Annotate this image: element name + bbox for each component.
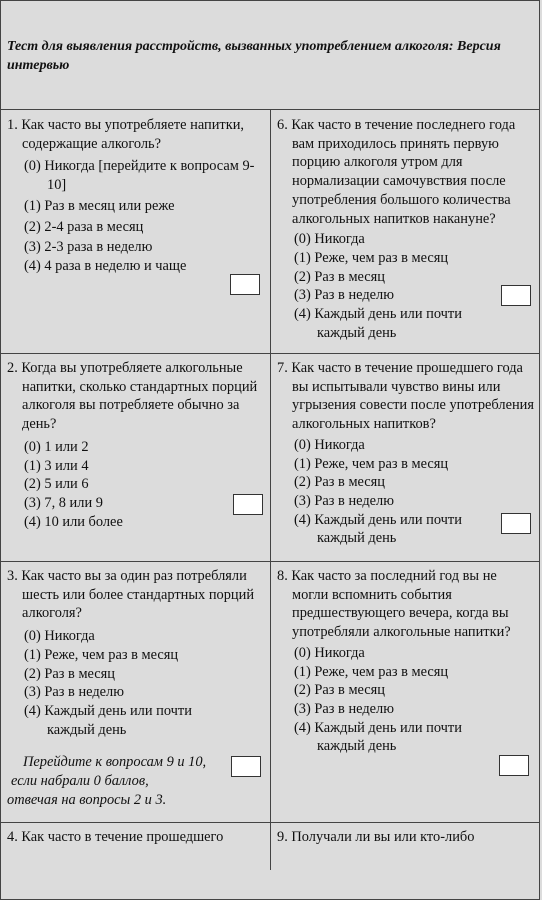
- question-6-option-2: (2) Раз в месяц: [294, 268, 386, 285]
- question-3-option-4: (4) Каждый день или почти каждый день: [24, 702, 192, 738]
- question-8-option-2: (2) Раз в месяц: [294, 682, 386, 699]
- skip-instruction: [7, 753, 262, 809]
- question-6-option-3: (3) Раз в неделю: [294, 287, 394, 304]
- question-3-option-2: (2) Раз в месяц: [24, 665, 116, 682]
- question-1-option-2: (2) 2-4 раза в месяц: [24, 218, 144, 235]
- question-7-option-0: (0) Никогда: [294, 436, 365, 453]
- question-4-text: 4. Как часто в течение прошедшего: [7, 829, 224, 845]
- question-2-score-box[interactable]: [233, 494, 263, 515]
- question-3-option-1: (1) Реже, чем раз в месяц: [24, 646, 179, 663]
- question-9-text: 9. Получали ли вы или кто-либо: [277, 829, 475, 845]
- skip-instruction-line-1: Перейдите к вопросам 9 и 10,: [23, 754, 207, 771]
- question-1-option-4: (4) 4 раза в неделю и чаще: [24, 257, 187, 274]
- question-2-option-2: (2) 5 или 6: [24, 476, 89, 493]
- question-7-score-box[interactable]: [501, 513, 531, 534]
- question-8-option-3: (3) Раз в неделю: [294, 700, 394, 717]
- question-6-score-box[interactable]: [501, 285, 531, 306]
- question-4: [7, 828, 262, 847]
- question-8-text: 8. Как часто за последний год вы не могли вспомнить события предшествующего вечера, когда вы употребляли алкогольные напитки?: [277, 568, 511, 641]
- question-2-text: 2. Когда вы употребляете алкогольные напитки, сколько стандартных порций алкоголя вы потребляете обычно за день?: [7, 360, 258, 433]
- question-7-option-3: (3) Раз в неделю: [294, 492, 394, 509]
- question-7-text: 7. Как часто в течение прошедшего года вы испытывали чувство вины или угрызения совести после употребления алкогольных напитков?: [277, 360, 534, 433]
- question-2-option-0: (0) 1 или 2: [24, 438, 89, 455]
- question-2-option-3: (3) 7, 8 или 9: [24, 494, 103, 511]
- question-1-option-1: (1) Раз в месяц или реже: [24, 197, 175, 214]
- page-title: Тест для выявления расстройств, вызванных употреблением алкоголя: Версия интервью: [7, 39, 501, 73]
- question-1-score-box[interactable]: [230, 274, 260, 295]
- question-6-text: 6. Как часто в течение последнего года вам приходилось принять первую порцию алкоголя утром для нормализации самочувствия после употребления большого количества алкогольных напитков накануне?: [277, 117, 516, 227]
- question-6-option-0: (0) Никогда: [294, 231, 365, 248]
- title-box: [0, 0, 540, 110]
- question-9: [277, 828, 535, 847]
- column-divider: [270, 110, 271, 870]
- question-6-option-4: (4) Каждый день или почти каждый день: [294, 306, 462, 341]
- question-3-score-box[interactable]: [231, 756, 261, 777]
- question-8: [277, 567, 535, 756]
- question-3-option-0: (0) Никогда: [24, 628, 95, 645]
- question-7: [277, 359, 535, 548]
- question-8-option-0: (0) Никогда: [294, 644, 365, 661]
- question-6-option-1: (1) Реже, чем раз в месяц: [294, 249, 449, 266]
- question-3-option-3: (3) Раз в неделю: [24, 684, 124, 701]
- question-8-score-box[interactable]: [499, 755, 529, 776]
- question-2-option-1: (1) 3 или 4: [24, 457, 89, 474]
- skip-instruction-line-2: если набрали 0 баллов,: [11, 773, 149, 790]
- question-8-option-1: (1) Реже, чем раз в месяц: [294, 663, 449, 680]
- question-6: [277, 116, 535, 342]
- question-8-option-4: (4) Каждый день или почти каждый день: [294, 719, 462, 755]
- skip-instruction-line-3: отвечая на вопросы 2 и 3.: [7, 791, 167, 808]
- question-7-option-2: (2) Раз в месяц: [294, 474, 386, 491]
- question-3-text: 3. Как часто вы за один раз потребляли шесть или более стандартных порций алкоголя?: [7, 568, 255, 622]
- question-2-option-4: (4) 10 или более: [24, 513, 123, 530]
- question-2: [7, 359, 262, 531]
- question-7-option-4: (4) Каждый день или почти каждый день: [294, 511, 462, 547]
- question-1: [7, 116, 262, 276]
- question-1-option-0: (0) Никогда [перейдите к вопросам 9-10]: [24, 158, 255, 194]
- question-1-option-3: (3) 2-3 раза в неделю: [24, 239, 153, 256]
- question-1-text: 1. Как часто вы употребляете напитки, содержащие алкоголь?: [7, 117, 244, 152]
- question-3: [7, 567, 262, 809]
- question-7-option-1: (1) Реже, чем раз в месяц: [294, 455, 449, 472]
